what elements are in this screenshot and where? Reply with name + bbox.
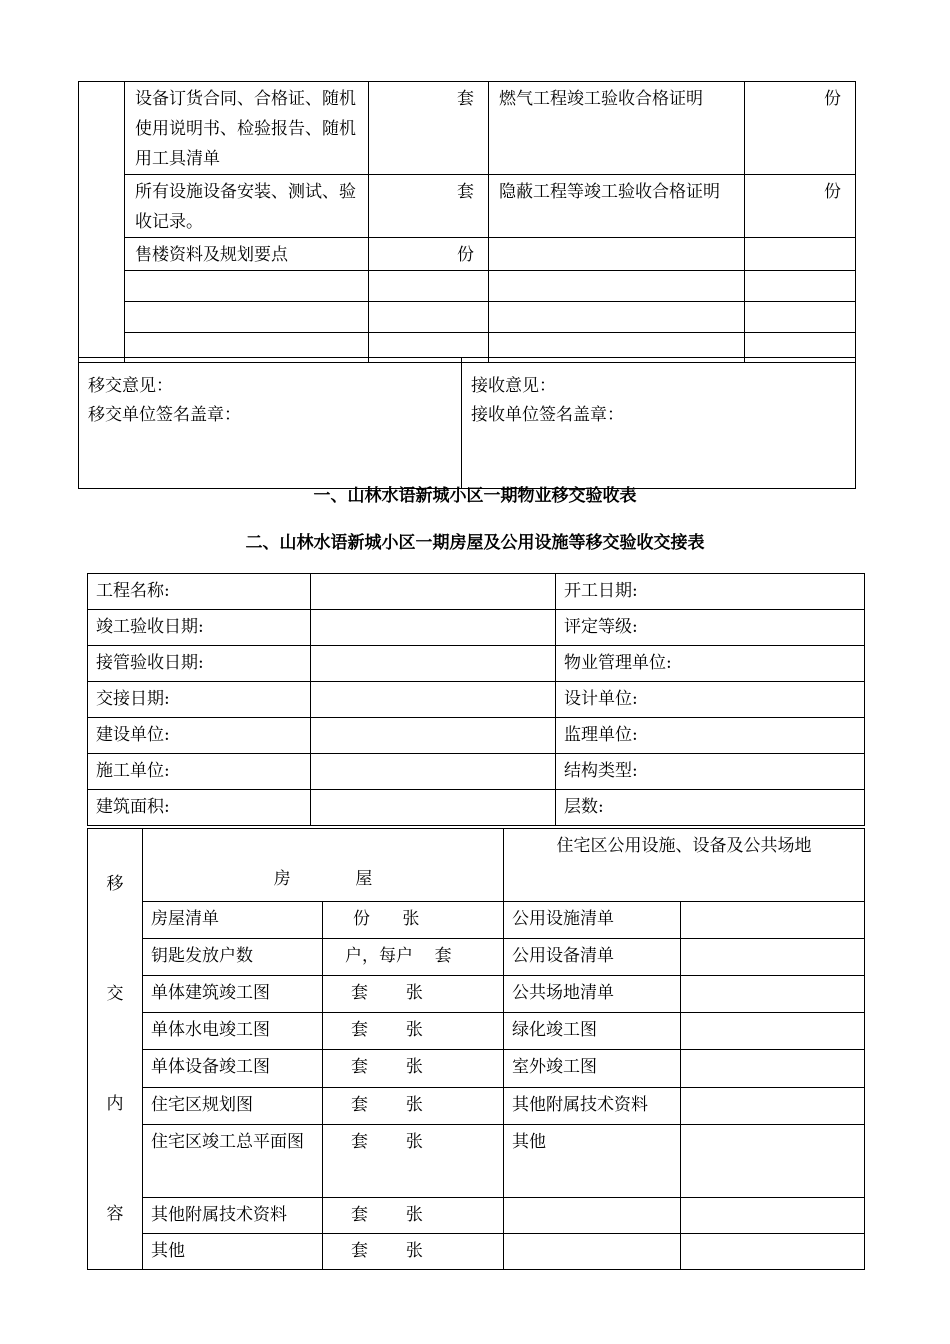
house-item-cell: 单体建筑竣工图 xyxy=(143,976,323,1013)
info-label-cell: 评定等级: xyxy=(556,610,865,646)
receive-opinion-label: 接收意见： xyxy=(471,376,556,396)
info-label-cell: 接管验收日期: xyxy=(88,646,311,682)
right-unit-cell: 份 xyxy=(745,82,856,175)
facility-value-cell xyxy=(681,976,865,1013)
side-char: 容 xyxy=(106,1204,124,1224)
facility-value-cell xyxy=(681,1124,865,1197)
table-row xyxy=(88,939,865,976)
house-qty-cell: 套 张 xyxy=(323,1050,504,1087)
side-char: 交 xyxy=(106,984,124,1004)
facility-value-cell xyxy=(681,1087,865,1124)
house-qty-cell: 套 张 xyxy=(323,1197,504,1233)
info-label-cell: 工程名称: xyxy=(88,574,311,610)
left-item-cell: 售楼资料及规划要点 xyxy=(125,238,369,271)
side-char: 内 xyxy=(106,1094,124,1114)
heading-first: 一、山林水语新城小区一期物业移交验收表 xyxy=(313,486,637,506)
facility-item-cell: 其他 xyxy=(504,1124,681,1197)
info-value-cell xyxy=(311,754,556,790)
left-item-cell: 所有设施设备安装、测试、验收记录。 xyxy=(125,175,369,238)
info-value-cell xyxy=(311,790,556,826)
right-unit-cell xyxy=(745,238,856,271)
house-qty-cell: 套 张 xyxy=(323,1233,504,1269)
facility-value-cell xyxy=(681,1233,865,1269)
transfer-content-table xyxy=(87,828,865,1270)
facility-value-cell xyxy=(681,939,865,976)
facility-item-cell: 公用设备清单 xyxy=(504,939,681,976)
facility-item-cell xyxy=(504,1233,681,1269)
table-row xyxy=(88,790,865,826)
transfer-signature-label: 移交单位签名盖章： xyxy=(88,405,241,425)
info-label-cell: 施工单位: xyxy=(88,754,311,790)
house-qty-cell: 户，每户 套 xyxy=(323,939,504,976)
side-blank-cell xyxy=(79,82,125,363)
house-item-cell: 单体水电竣工图 xyxy=(143,1013,323,1050)
empty-cell xyxy=(745,302,856,333)
house-item-cell: 单体设备竣工图 xyxy=(143,1050,323,1087)
house-qty-cell: 套 张 xyxy=(323,976,504,1013)
table-row xyxy=(88,1013,865,1050)
left-unit-cell: 份 xyxy=(369,238,489,271)
info-value-cell xyxy=(311,646,556,682)
house-item-cell: 住宅区竣工总平面图 xyxy=(143,1124,323,1197)
info-value-cell xyxy=(311,574,556,610)
table-row xyxy=(79,238,856,271)
house-item-cell: 钥匙发放户数 xyxy=(143,939,323,976)
table-row xyxy=(88,1087,865,1124)
right-item-cell xyxy=(489,238,745,271)
table-row xyxy=(88,902,865,939)
info-label-cell: 层数: xyxy=(556,790,865,826)
info-label-cell: 结构类型: xyxy=(556,754,865,790)
heading-second: 二、山林水语新城小区一期房屋及公用设施等移交验收交接表 xyxy=(245,533,705,553)
handover-items-table xyxy=(78,81,856,363)
table-row xyxy=(79,271,856,302)
table-row xyxy=(79,175,856,238)
table-row xyxy=(88,829,865,902)
info-label-cell: 设计单位: xyxy=(556,682,865,718)
empty-cell xyxy=(489,271,745,302)
facilities-header: 住宅区公用设施、设备及公共场地 xyxy=(504,829,865,902)
table-row xyxy=(88,610,865,646)
facility-value-cell xyxy=(681,902,865,939)
facility-item-cell: 公共场地清单 xyxy=(504,976,681,1013)
info-label-cell: 物业管理单位: xyxy=(556,646,865,682)
table-row xyxy=(88,718,865,754)
table-row xyxy=(79,358,856,489)
facility-value-cell xyxy=(681,1197,865,1233)
facility-item-cell: 其他附属技术资料 xyxy=(504,1087,681,1124)
table-row xyxy=(88,754,865,790)
facility-value-cell xyxy=(681,1013,865,1050)
table-row xyxy=(88,1197,865,1233)
left-unit-cell: 套 xyxy=(369,175,489,238)
info-value-cell xyxy=(311,682,556,718)
table-row xyxy=(88,646,865,682)
empty-cell xyxy=(125,271,369,302)
facility-value-cell xyxy=(681,1050,865,1087)
house-item-cell: 其他 xyxy=(143,1233,323,1269)
transfer-opinion-label: 移交意见： xyxy=(88,376,173,396)
house-qty-cell: 套 张 xyxy=(323,1124,504,1197)
table-row xyxy=(88,1233,865,1269)
house-item-cell: 房屋清单 xyxy=(143,902,323,939)
info-label-cell: 建设单位: xyxy=(88,718,311,754)
table-row xyxy=(79,82,856,175)
opinions-table xyxy=(78,357,856,489)
empty-cell xyxy=(369,302,489,333)
info-label-cell: 竣工验收日期: xyxy=(88,610,311,646)
side-char: 移 xyxy=(106,874,124,894)
left-item-cell: 设备订货合同、合格证、随机使用说明书、检验报告、随机用工具清单 xyxy=(125,82,369,175)
transfer-side-label xyxy=(88,829,143,1270)
facility-item-cell: 公用设施清单 xyxy=(504,902,681,939)
house-item-cell: 住宅区规划图 xyxy=(143,1087,323,1124)
transfer-opinion-cell xyxy=(79,358,462,489)
right-unit-cell: 份 xyxy=(745,175,856,238)
table-row xyxy=(88,976,865,1013)
house-qty-cell: 份 张 xyxy=(323,902,504,939)
info-value-cell xyxy=(311,718,556,754)
info-label-cell: 监理单位: xyxy=(556,718,865,754)
info-label-cell: 开工日期: xyxy=(556,574,865,610)
info-label-cell: 建筑面积: xyxy=(88,790,311,826)
house-qty-cell: 套 张 xyxy=(323,1087,504,1124)
receive-signature-label: 接收单位签名盖章： xyxy=(471,405,624,425)
houses-header: 房 屋 xyxy=(143,829,504,902)
empty-cell xyxy=(489,302,745,333)
table-row xyxy=(88,574,865,610)
table-row xyxy=(79,302,856,333)
project-info-table xyxy=(87,573,865,826)
left-unit-cell: 套 xyxy=(369,82,489,175)
right-item-cell: 燃气工程竣工验收合格证明 xyxy=(489,82,745,175)
info-label-cell: 交接日期: xyxy=(88,682,311,718)
empty-cell xyxy=(369,271,489,302)
facility-item-cell xyxy=(504,1197,681,1233)
facility-item-cell: 绿化竣工图 xyxy=(504,1013,681,1050)
table-row xyxy=(88,1050,865,1087)
right-item-cell: 隐蔽工程等竣工验收合格证明 xyxy=(489,175,745,238)
receive-opinion-cell xyxy=(462,358,856,489)
house-item-cell: 其他附属技术资料 xyxy=(143,1197,323,1233)
table-row xyxy=(88,1124,865,1197)
info-value-cell xyxy=(311,610,556,646)
empty-cell xyxy=(125,302,369,333)
house-qty-cell: 套 张 xyxy=(323,1013,504,1050)
empty-cell xyxy=(745,271,856,302)
table-row xyxy=(88,682,865,718)
facility-item-cell: 室外竣工图 xyxy=(504,1050,681,1087)
